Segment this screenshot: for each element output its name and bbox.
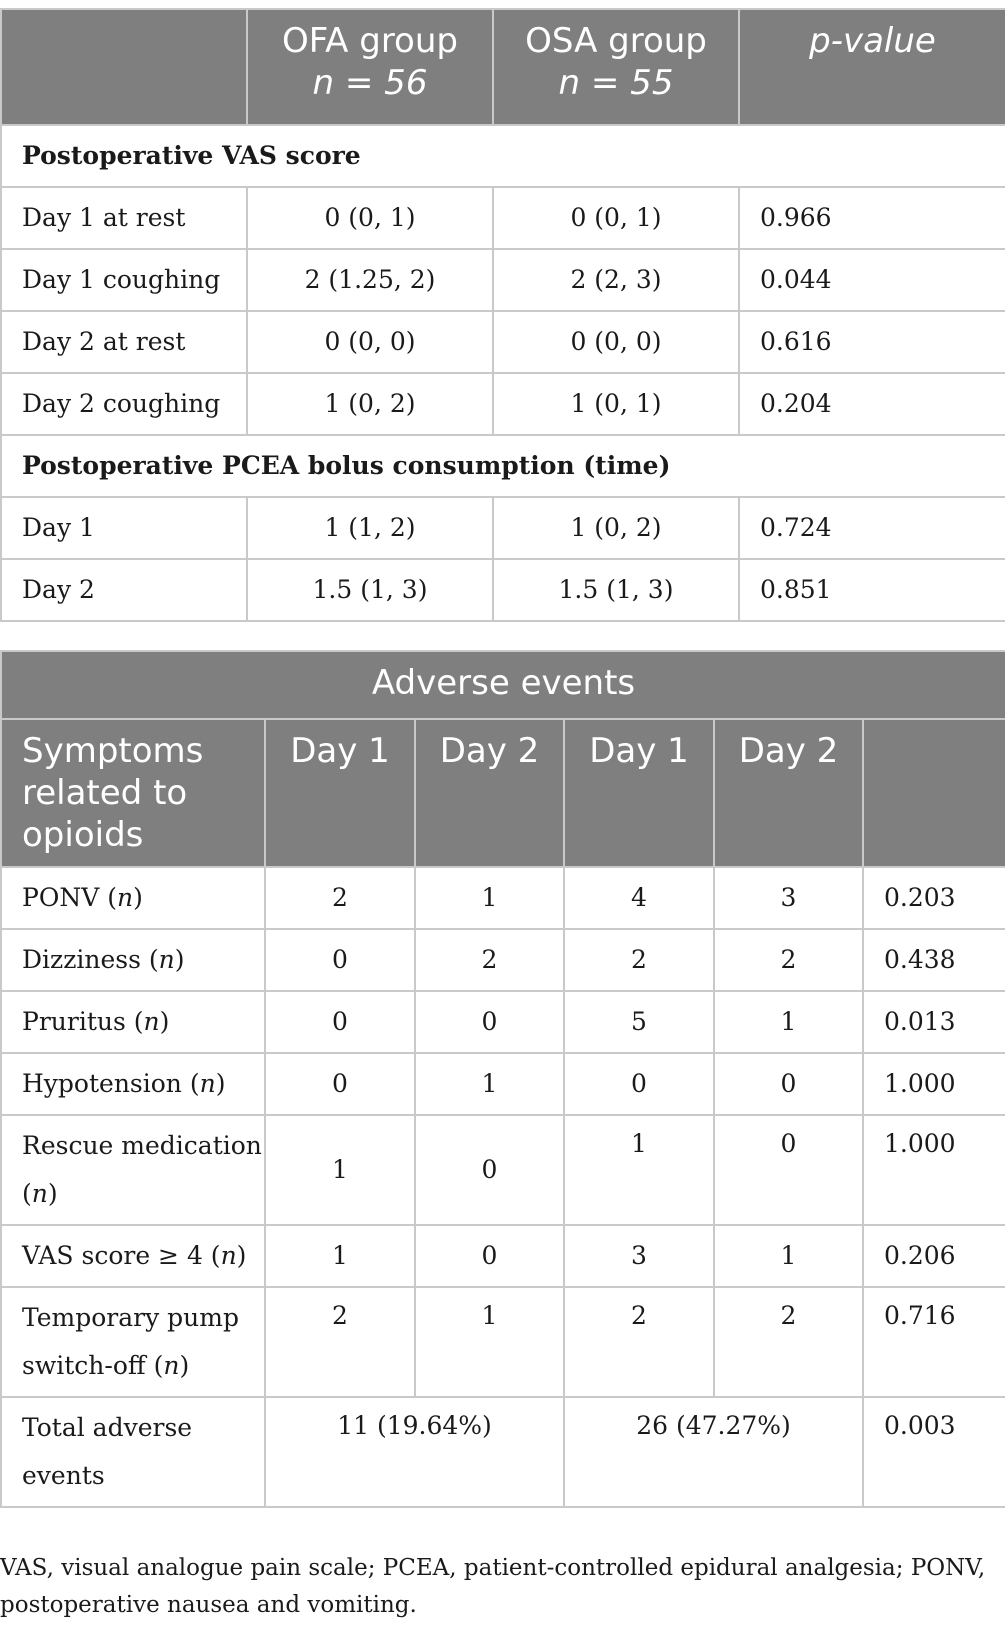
- ofa-day1-value: 0: [265, 929, 415, 991]
- osa-day1-value: 3: [564, 1225, 714, 1287]
- ofa-day1-value: 2: [265, 867, 415, 929]
- header-osa-label: OSA group: [525, 21, 707, 61]
- p-value: 0.851: [739, 559, 1005, 621]
- header-ofa-n: n = 56: [312, 63, 428, 103]
- ofa-day1-value: 0: [265, 991, 415, 1053]
- total-p-value: 0.003: [863, 1397, 1005, 1507]
- osa-day1-header: Day 1: [564, 719, 714, 867]
- adverse-events-title-row: [1, 651, 1005, 719]
- table-row: [1, 559, 1005, 621]
- ofa-day2-value: 2: [415, 929, 564, 991]
- total-label: Total adverse events: [1, 1397, 265, 1507]
- ofa-total-value: 11 (19.64%): [265, 1397, 564, 1507]
- section-title-vas: Postoperative VAS score: [1, 125, 1005, 187]
- header-p-value: p-value: [739, 9, 1005, 125]
- table-row: [1, 373, 1005, 435]
- table-row: [1, 929, 1005, 991]
- row-label: Day 2 coughing: [1, 373, 247, 435]
- ofa-day1-value: 1: [265, 1115, 415, 1225]
- p-value: 1.000: [863, 1115, 1005, 1225]
- symptom-label: VAS score ≥ 4 (n): [1, 1225, 265, 1287]
- osa-day2-header: Day 2: [714, 719, 863, 867]
- osa-day1-value: 2: [564, 929, 714, 991]
- table-row: [1, 867, 1005, 929]
- symptom-label: Dizziness (n): [1, 929, 265, 991]
- ofa-day2-value: 1: [415, 867, 564, 929]
- p-value: 0.616: [739, 311, 1005, 373]
- symptoms-header: Symptoms related to opioids: [1, 719, 265, 867]
- osa-day2-value: 1: [714, 1225, 863, 1287]
- table-row: [1, 311, 1005, 373]
- ofa-day2-value: 0: [415, 1225, 564, 1287]
- osa-value: 0 (0, 1): [493, 187, 739, 249]
- row-label: Day 1: [1, 497, 247, 559]
- osa-day2-value: 2: [714, 1287, 863, 1397]
- osa-day2-value: 3: [714, 867, 863, 929]
- osa-value: 1 (0, 2): [493, 497, 739, 559]
- ofa-value: 0 (0, 1): [247, 187, 493, 249]
- symptom-label: Rescue medication (n): [1, 1115, 265, 1225]
- table-row: [1, 991, 1005, 1053]
- symptom-label: PONV (n): [1, 867, 265, 929]
- osa-value: 1 (0, 1): [493, 373, 739, 435]
- section-row-pcea: [1, 435, 1005, 497]
- table-row: [1, 1287, 1005, 1397]
- p-value: 0.966: [739, 187, 1005, 249]
- osa-day1-value: 1: [564, 1115, 714, 1225]
- row-label: Day 1 coughing: [1, 249, 247, 311]
- table-footnote: VAS, visual analogue pain scale; PCEA, patient-controlled epidural analgesia; PONV, postoperative nausea and vomiting.: [0, 1555, 986, 1618]
- osa-day1-value: 5: [564, 991, 714, 1053]
- ofa-value: 1 (1, 2): [247, 497, 493, 559]
- header-ofa-group: [247, 9, 493, 125]
- osa-total-value: 26 (47.27%): [564, 1397, 863, 1507]
- table-row: [1, 187, 1005, 249]
- table-row: [1, 1225, 1005, 1287]
- ofa-day2-value: 1: [415, 1053, 564, 1115]
- section-row-vas: [1, 125, 1005, 187]
- ofa-value: 1.5 (1, 3): [247, 559, 493, 621]
- header-blank-cell: [1, 9, 247, 125]
- osa-day1-value: 4: [564, 867, 714, 929]
- row-label: Day 2 at rest: [1, 311, 247, 373]
- tables-container: [0, 8, 1005, 1508]
- adverse-events-header-row: [1, 719, 1005, 867]
- p-value: 0.013: [863, 991, 1005, 1053]
- row-label: Day 1 at rest: [1, 187, 247, 249]
- adverse-events-table: [0, 650, 1005, 1508]
- osa-day1-value: 2: [564, 1287, 714, 1397]
- row-label: Day 2: [1, 559, 247, 621]
- p-value: 0.204: [739, 373, 1005, 435]
- osa-value: 2 (2, 3): [493, 249, 739, 311]
- adverse-events-title: Adverse events: [1, 651, 1005, 719]
- table-row: [1, 1115, 1005, 1225]
- table-row: [1, 1053, 1005, 1115]
- ofa-day1-value: 1: [265, 1225, 415, 1287]
- ofa-value: 0 (0, 0): [247, 311, 493, 373]
- ofa-value: 1 (0, 2): [247, 373, 493, 435]
- symptom-label: Temporary pump switch-off (n): [1, 1287, 265, 1397]
- p-value: 0.438: [863, 929, 1005, 991]
- p-value-header-blank: [863, 719, 1005, 867]
- table1-header-row: [1, 9, 1005, 125]
- osa-day2-value: 2: [714, 929, 863, 991]
- p-value: 0.724: [739, 497, 1005, 559]
- p-value: 0.203: [863, 867, 1005, 929]
- ofa-day1-value: 0: [265, 1053, 415, 1115]
- p-value: 0.044: [739, 249, 1005, 311]
- header-osa-n: n = 55: [558, 63, 674, 103]
- header-osa-group: [493, 9, 739, 125]
- ofa-day2-value: 0: [415, 991, 564, 1053]
- p-value: 0.206: [863, 1225, 1005, 1287]
- pain-outcomes-table: [0, 8, 1005, 622]
- osa-day2-value: 1: [714, 991, 863, 1053]
- p-value: 0.716: [863, 1287, 1005, 1397]
- osa-value: 1.5 (1, 3): [493, 559, 739, 621]
- table-row: [1, 497, 1005, 559]
- section-title-pcea: Postoperative PCEA bolus consumption (time): [1, 435, 1005, 497]
- osa-day1-value: 0: [564, 1053, 714, 1115]
- ofa-day2-value: 1: [415, 1287, 564, 1397]
- symptom-label: Pruritus (n): [1, 991, 265, 1053]
- ofa-day1-value: 2: [265, 1287, 415, 1397]
- osa-value: 0 (0, 0): [493, 311, 739, 373]
- table-row: [1, 249, 1005, 311]
- ofa-day2-header: Day 2: [415, 719, 564, 867]
- ofa-day2-value: 0: [415, 1115, 564, 1225]
- ofa-day1-header: Day 1: [265, 719, 415, 867]
- osa-day2-value: 0: [714, 1115, 863, 1225]
- osa-day2-value: 0: [714, 1053, 863, 1115]
- symptom-label: Hypotension (n): [1, 1053, 265, 1115]
- total-row: [1, 1397, 1005, 1507]
- p-value: 1.000: [863, 1053, 1005, 1115]
- ofa-value: 2 (1.25, 2): [247, 249, 493, 311]
- header-ofa-label: OFA group: [281, 21, 458, 61]
